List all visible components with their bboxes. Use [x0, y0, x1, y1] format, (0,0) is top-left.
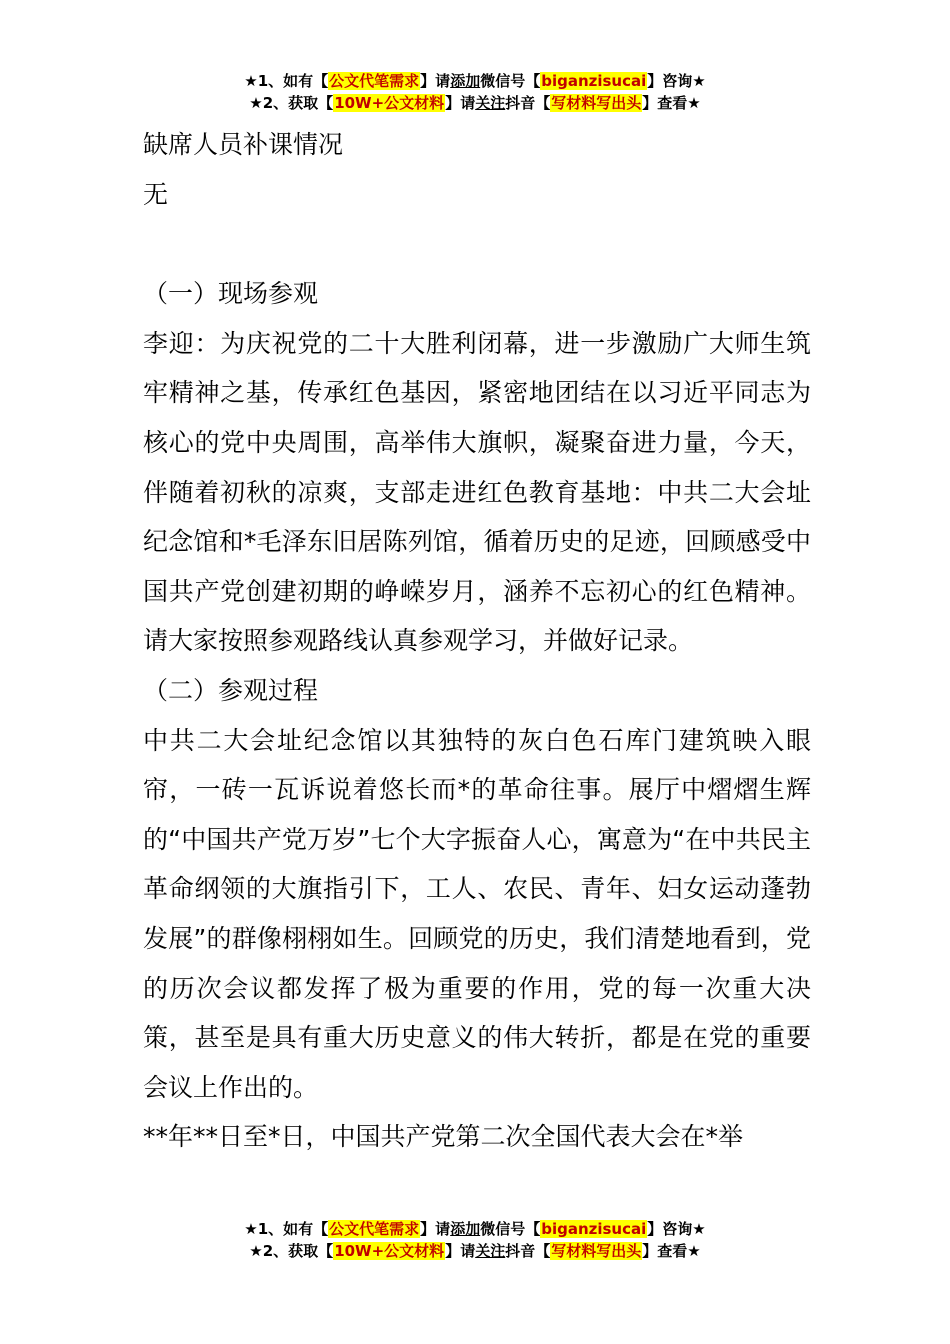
banner-highlight: 写材料写出头: [551, 94, 642, 112]
document-body: [143, 120, 811, 1162]
banner-text: 】咨询★: [647, 72, 706, 90]
banner-text: 】咨询★: [647, 1220, 706, 1238]
banner-highlight: 10W+公文材料: [334, 1242, 445, 1260]
banner-text: 微信号【: [480, 72, 541, 90]
banner-highlight: 10W+公文材料: [334, 94, 445, 112]
banner-text: 抖音【: [505, 94, 551, 112]
banner-text: ★2、获取【: [249, 94, 334, 112]
paragraph-2: 中共二大会址纪念馆以其独特的灰白色石库门建筑映入眼帘，一砖一瓦诉说着悠长而*的革命往事。展厅中熠熠生辉的“中国共产党万岁”七个大字振奋人心，寓意为“在中共民主革命纲领的大旗指引下，工人、农民、青年、妇女运动蓬勃发展”的群像栩栩如生。回顾党的历史，我们清楚地看到，党的历次会议都发挥了极为重要的作用，党的每一次重大决策，甚至是具有重大历史意义的伟大转折，都是在党的重要会议上作出的。: [143, 725, 811, 1102]
header-banner: [0, 70, 950, 114]
banner-text: 】请: [420, 1220, 451, 1238]
paragraph-3: **年**日至*日，中国共产党第二次全国代表大会在*举: [143, 1122, 744, 1152]
absence-value: 无: [143, 179, 169, 209]
section-heading-1: （一）现场参观: [143, 279, 319, 309]
banner-text: 抖音【: [505, 1242, 551, 1260]
banner-underline: 添加: [450, 72, 481, 90]
section-heading-2: （二）参观过程: [143, 675, 319, 705]
banner-highlight: 公文代笔需求: [329, 1220, 420, 1238]
banner-text: 】请: [445, 1242, 476, 1260]
banner-line-1: [0, 1218, 950, 1240]
banner-highlight: biganzisucai: [541, 1220, 647, 1238]
banner-highlight: 公文代笔需求: [329, 72, 420, 90]
banner-text: ★1、如有【: [244, 1220, 329, 1238]
spacer: [143, 219, 811, 269]
banner-underline: 关注: [475, 94, 506, 112]
banner-text: 】查看★: [642, 94, 701, 112]
banner-underline: 关注: [475, 1242, 506, 1260]
banner-line-2: [0, 1240, 950, 1262]
absence-title: 缺席人员补课情况: [143, 130, 344, 159]
banner-highlight: biganzisucai: [541, 72, 647, 90]
banner-text: ★1、如有【: [244, 72, 329, 90]
paragraph-1: 李迎：为庆祝党的二十大胜利闭幕，进一步激励广大师生筑牢精神之基，传承红色基因，紧密地团结在以习近平同志为核心的党中央周围，高举伟大旗帜，凝聚奋进力量，今天，伴随着初秋的凉爽，支部走进红色教育基地：中共二大会址纪念馆和*毛泽东旧居陈列馆，循着历史的足迹，回顾感受中国共产党创建初期的峥嵘岁月，涵养不忘初心的红色精神。请大家按照参观路线认真参观学习，并做好记录。: [143, 328, 811, 656]
banner-line-2: [0, 92, 950, 114]
banner-text: 微信号【: [480, 1220, 541, 1238]
banner-line-1: [0, 70, 950, 92]
footer-banner: [0, 1218, 950, 1262]
banner-text: 】请: [445, 94, 476, 112]
banner-text: ★2、获取【: [249, 1242, 334, 1260]
banner-text: 】查看★: [642, 1242, 701, 1260]
banner-underline: 添加: [450, 1220, 481, 1238]
banner-text: 】请: [420, 72, 451, 90]
banner-highlight: 写材料写出头: [551, 1242, 642, 1260]
